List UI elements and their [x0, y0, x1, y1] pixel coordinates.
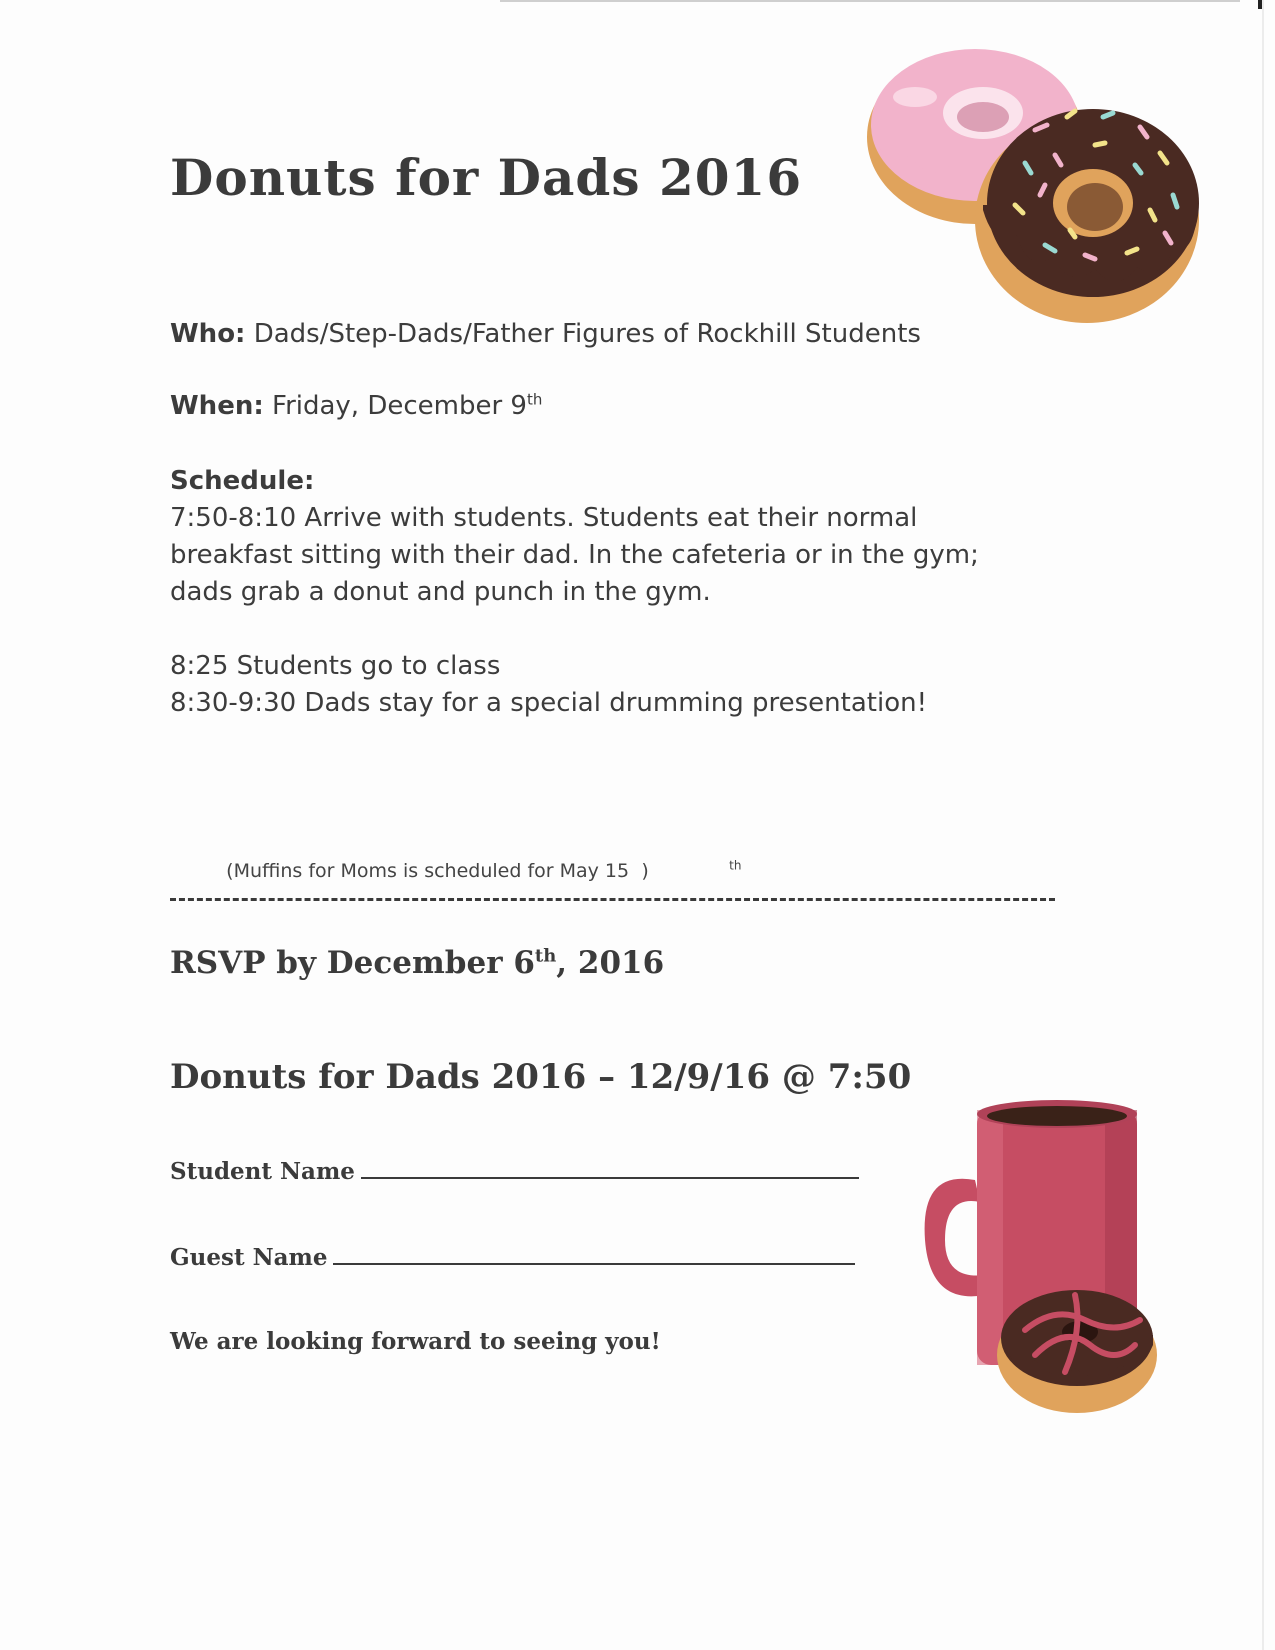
- rsvp-deadline: RSVP by December 6th, 2016: [170, 945, 665, 981]
- closing-message: We are looking forward to seeing you!: [170, 1328, 661, 1355]
- who-line: [170, 316, 921, 353]
- student-name-line[interactable]: [361, 1177, 859, 1179]
- when-suffix: th: [526, 390, 543, 409]
- donut-icon: [997, 1290, 1157, 1413]
- guest-name-field[interactable]: [170, 1244, 855, 1271]
- who-label: Who:: [170, 319, 246, 349]
- schedule-label: Schedule:: [170, 466, 315, 496]
- schedule-line: 7:50-8:10 Arrive with students. Students eat their normal: [170, 503, 918, 533]
- student-name-label: Student Name: [170, 1158, 355, 1185]
- student-name-field[interactable]: [170, 1158, 859, 1185]
- form-title: Donuts for Dads 2016 – 12/9/16 @ 7:50: [170, 1057, 912, 1097]
- guest-name-line[interactable]: [333, 1263, 855, 1265]
- cut-line: [170, 898, 1055, 901]
- schedule-line: breakfast sitting with their dad. In the cafeteria or in the gym;: [170, 540, 979, 570]
- when-line: [170, 388, 542, 425]
- donuts-illustration: [855, 45, 1215, 330]
- who-value: Dads/Step-Dads/Father Figures of Rockhill Students: [253, 319, 921, 349]
- flyer-title: Donuts for Dads 2016: [170, 148, 803, 207]
- schedule-line: dads grab a donut and punch in the gym.: [170, 577, 711, 607]
- schedule-line: 8:25 Students go to class: [170, 651, 501, 681]
- muffins-note: (Muffins for Moms is scheduled for May 15 $^{th}$): [226, 858, 742, 882]
- schedule-line: 8:30-9:30 Dads stay for a special drumming presentation!: [170, 688, 927, 718]
- scan-edge-right: [1262, 0, 1264, 1650]
- when-label: When:: [170, 391, 264, 421]
- scan-edge: [500, 0, 1240, 2]
- mug-donut-illustration: [915, 1090, 1205, 1430]
- when-value: Friday, December 9: [272, 391, 527, 421]
- guest-name-label: Guest Name: [170, 1244, 328, 1271]
